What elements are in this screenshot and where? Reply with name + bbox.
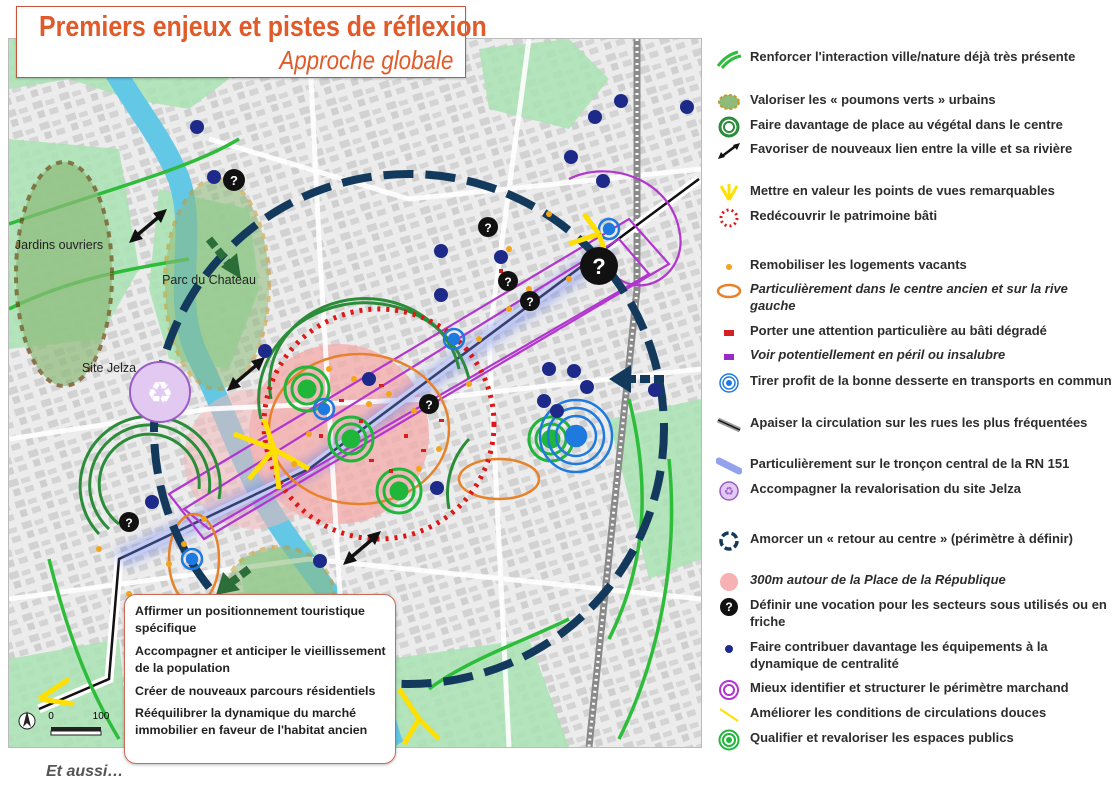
question-text: ? — [526, 295, 534, 309]
legend-label: Renforcer l'interaction ville/nature déjà très présente — [750, 49, 1076, 64]
yellow-rays-icon — [716, 182, 742, 204]
navy-dot-icon — [716, 638, 742, 660]
yellow-line-icon — [716, 704, 742, 726]
purple-ring-icon — [716, 679, 742, 701]
callout-item: Rééquilibrer la dynamique du marché immobilier en faveur de l'habitat ancien — [135, 706, 368, 737]
question-text: ? — [425, 398, 433, 412]
question-text: ? — [125, 516, 133, 530]
legend-label: Faire contribuer davantage les équipements à la dynamique de centralité — [750, 639, 1048, 671]
green-ring-icon — [716, 116, 742, 138]
label-jardins: Jardins ouvriers — [14, 238, 104, 252]
question-icon — [716, 596, 742, 618]
orange-ellipse-icon — [716, 280, 742, 302]
question-text: ? — [230, 173, 238, 188]
question-text: ? — [504, 275, 512, 289]
legend-label: Mieux identifier et structurer le périmètre marchand — [750, 680, 1069, 695]
green-double-line-icon — [716, 48, 742, 70]
question-icon-text: ? — [725, 600, 733, 614]
legend-label: Accompagner la revalorisation du site Jelza — [750, 481, 1021, 496]
legend-label: Remobiliser les logements vacants — [750, 257, 967, 272]
legend-label: Apaiser la circulation sur les rues les plus fréquentées — [750, 415, 1088, 430]
question-text: ? — [592, 254, 606, 279]
jardins-ouvriers-area — [16, 162, 112, 386]
pink-circle-icon — [716, 571, 742, 593]
scale-end: 100 — [92, 711, 110, 722]
red-rect-icon — [716, 322, 742, 344]
svg-text:♻: ♻ — [724, 485, 734, 498]
callout-item: Affirmer un positionnement touristique spécifique — [135, 604, 365, 635]
green-lungs-icon — [716, 91, 742, 113]
legend-label: 300m autour de la Place de la République — [750, 572, 1006, 587]
legend-label: Mettre en valeur les points de vues remarquables — [750, 183, 1055, 198]
callout-box — [124, 594, 396, 764]
purple-rect-icon — [716, 346, 742, 368]
scale-start: 0 — [48, 711, 54, 722]
red-dotted-circle-icon — [716, 207, 742, 229]
legend-label: Porter une attention particulière au bâti dégradé — [750, 323, 1047, 338]
title-box — [16, 6, 487, 78]
green-concentric-icon — [716, 729, 742, 751]
legend-label: Amorcer un « retour au centre » (périmètre à définir) — [750, 531, 1073, 546]
question-text: ? — [484, 221, 492, 235]
recycle-icon — [716, 480, 742, 502]
callout-item: Accompagner et anticiper le vieillissement de la population — [135, 644, 386, 675]
blue-concentric-icon — [716, 372, 742, 394]
callout-item: Créer de nouveaux parcours résidentiels — [135, 684, 376, 698]
label-parc: Parc du Chateau — [162, 273, 256, 287]
double-arrow-icon — [716, 140, 742, 162]
legend-label: Particulièrement dans le centre ancien et sur la rive gauche — [750, 281, 1068, 313]
legend-label: Redécouvrir le patrimoine bâti — [750, 208, 938, 223]
legend-label: Tirer profit de la bonne desserte en transports en commun — [750, 373, 1112, 388]
blue-blur-icon — [716, 455, 742, 477]
legend-label: Qualifier et revaloriser les espaces publics — [750, 730, 1014, 745]
label-site-jelza: Site Jelza — [81, 361, 137, 375]
dashed-circle-icon — [716, 530, 742, 552]
legend-label: Particulièrement sur le tronçon central de la RN 151 — [750, 456, 1070, 471]
jelza-recycle-icon — [130, 362, 190, 422]
legend-label: Faire davantage de place au végétal dans le centre — [750, 117, 1063, 132]
legend-label: Valoriser les « poumons verts » urbains — [750, 92, 996, 107]
road-line-icon — [716, 414, 742, 436]
page-subtitle: Approche globale — [278, 45, 453, 75]
legend — [712, 44, 1116, 784]
page-title: Premiers enjeux et pistes de réflexion — [39, 11, 487, 43]
et-aussi-label: Et aussi… — [46, 763, 124, 780]
svg-text:♻: ♻ — [146, 376, 174, 411]
orange-dot-icon — [716, 256, 742, 278]
legend-label: Favoriser de nouveaux lien entre la ville et sa rivière — [750, 141, 1073, 156]
legend-label: Définir une vocation pour les secteurs sous utilisés ou en friche — [750, 597, 1107, 629]
legend-label: Améliorer les conditions de circulations douces — [750, 705, 1047, 720]
legend-label: Voir potentiellement en péril ou insalubre — [750, 347, 1006, 362]
